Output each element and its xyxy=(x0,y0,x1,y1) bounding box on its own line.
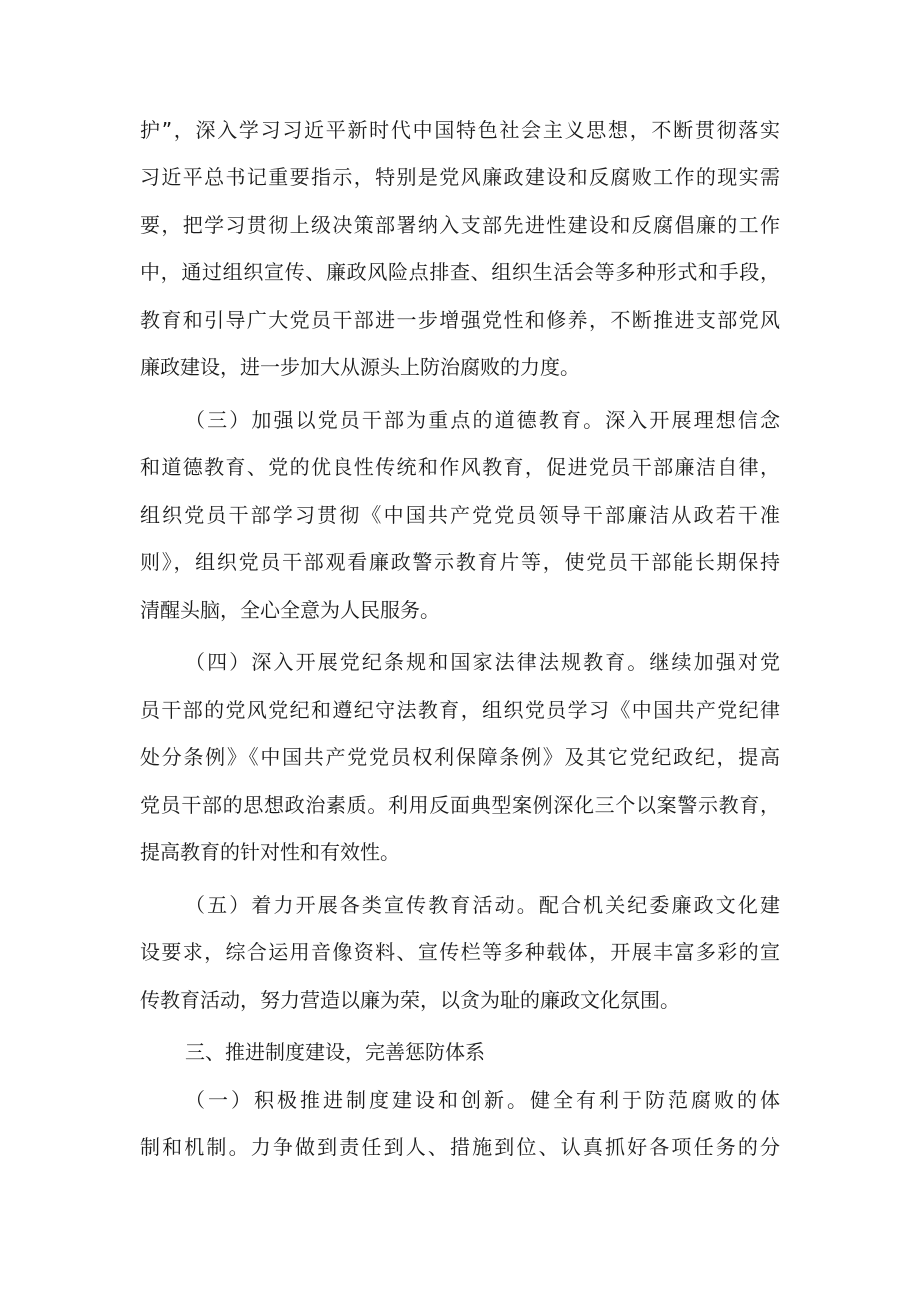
text-line: 提高教育的针对性和有效性。 xyxy=(140,840,400,864)
text-line: 传教育活动，努力营造以廉为荣，以贪为耻的廉政文化氛围。 xyxy=(140,988,680,1012)
paragraph-heading-5: （五）着力开展各类宣传教育活动。配合机关纪委廉政文化建 xyxy=(185,893,780,917)
text-line: 清醒头脑，全心全意为人民服务。 xyxy=(140,598,440,622)
text-line: 中，通过组织宣传、廉政风险点排查、组织生活会等多种形式和手段， xyxy=(140,260,780,284)
text-line: 制和机制。力争做到责任到人、措施到位、认真抓好各项任务的分 xyxy=(140,1135,780,1159)
text-line: 护”，深入学习习近平新时代中国特色社会主义思想，不断贯彻落实 xyxy=(140,118,780,142)
paragraph-heading-4: （四）深入开展党纪条规和国家法律法规教育。继续加强对党 xyxy=(185,650,780,674)
paragraph-heading-1: （一）积极推进制度建设和创新。健全有利于防范腐败的体 xyxy=(185,1088,780,1112)
section-heading-3: 三、推进制度建设，完善惩防体系 xyxy=(185,1040,485,1064)
text-line: 员干部的党风党纪和遵纪守法教育，组织党员学习《中国共产党纪律 xyxy=(140,698,780,722)
text-line: 则》，组织党员干部观看廉政警示教育片等，使党员干部能长期保持 xyxy=(140,550,780,574)
text-line: 习近平总书记重要指示，特别是党风廉政建设和反腐败工作的现实需 xyxy=(140,165,780,189)
paragraph-heading-3: （三）加强以党员干部为重点的道德教育。深入开展理想信念 xyxy=(185,408,780,432)
text-line: 党员干部的思想政治素质。利用反面典型案例深化三个以案警示教育， xyxy=(140,793,780,817)
text-line: 要，把学习贯彻上级决策部署纳入支部先进性建设和反腐倡廉的工作 xyxy=(140,213,780,237)
text-line: 和道德教育、党的优良性传统和作风教育，促进党员干部廉洁自律， xyxy=(140,455,780,479)
text-line: 处分条例》《中国共产党党员权利保障条例》及其它党纪政纪，提高 xyxy=(140,745,780,769)
text-line: 组织党员干部学习贯彻《中国共产党党员领导干部廉洁从政若干准 xyxy=(140,503,780,527)
text-line: 廉政建设，进一步加大从源头上防治腐败的力度。 xyxy=(140,355,580,379)
text-line: 教育和引导广大党员干部进一步增强党性和修养，不断推进支部党风 xyxy=(140,308,780,332)
text-line: 设要求，综合运用音像资料、宣传栏等多种载体，开展丰富多彩的宣 xyxy=(140,940,780,964)
